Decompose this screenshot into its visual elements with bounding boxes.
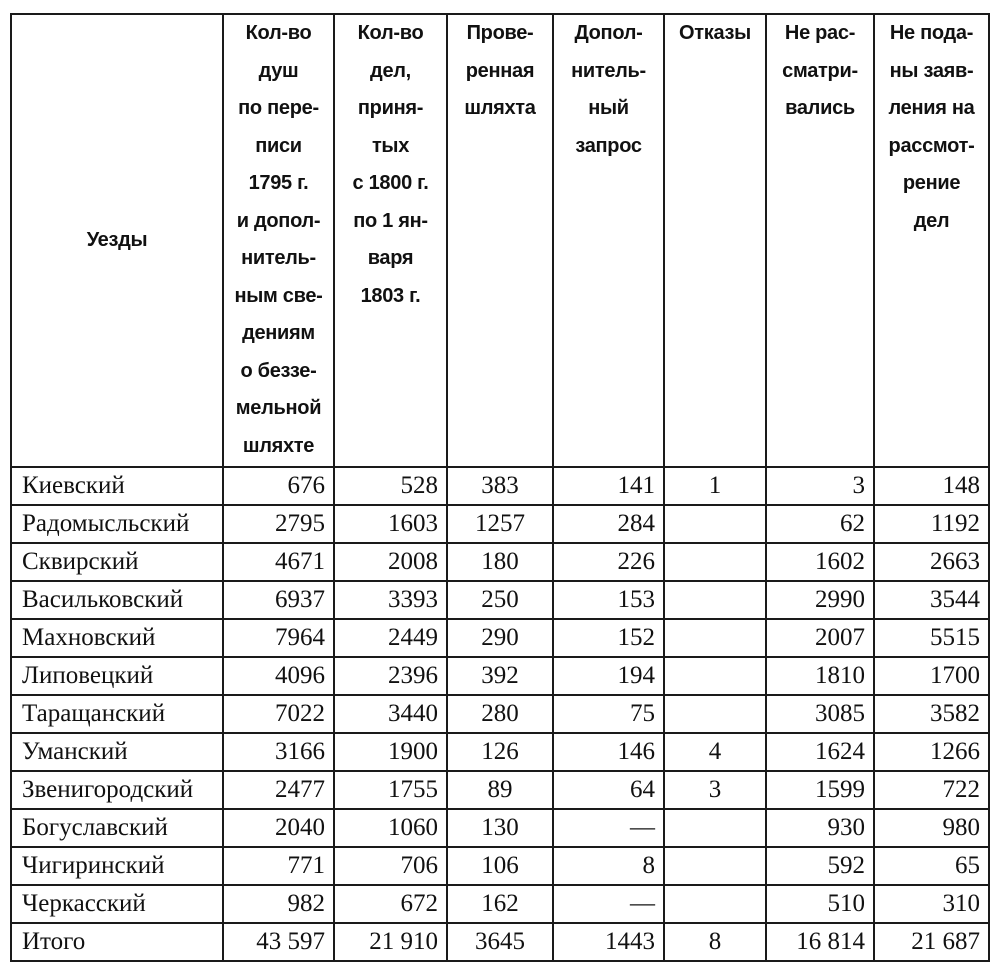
additional-request-cell: 194 — [553, 657, 664, 695]
uezd-name-cell: Итого — [11, 923, 223, 961]
header-line: ным све- — [234, 284, 323, 307]
uezd-name-cell: Чигиринский — [11, 847, 223, 885]
refusals-cell — [664, 619, 766, 657]
additional-request-cell: 1443 — [553, 923, 664, 961]
refusals-cell: 1 — [664, 467, 766, 505]
header-line: с 1800 г. — [352, 172, 429, 194]
additional-request-cell: 8 — [553, 847, 664, 885]
souls-count-cell: 4096 — [223, 657, 334, 695]
refusals-cell: 8 — [664, 923, 766, 961]
checked-gentry-cell: 130 — [447, 809, 553, 847]
souls-count-cell: 3166 — [223, 733, 334, 771]
header-souls-count — [223, 14, 334, 467]
not-submitted-cell: 980 — [874, 809, 989, 847]
checked-gentry-cell: 162 — [447, 885, 553, 923]
cases-accepted-cell: 1755 — [334, 771, 447, 809]
refusals-cell — [664, 543, 766, 581]
header-line: по 1 ян- — [353, 209, 428, 232]
souls-count-cell: 2040 — [223, 809, 334, 847]
not-submitted-cell: 148 — [874, 467, 989, 505]
not-submitted-cell: 21 687 — [874, 923, 989, 961]
checked-gentry-cell: 383 — [447, 467, 553, 505]
header-line: Отказы — [679, 22, 751, 44]
souls-count-cell: 2795 — [223, 505, 334, 543]
uezd-name-cell: Махновский — [11, 619, 223, 657]
uezd-statistics-table — [10, 13, 990, 962]
cases-accepted-cell: 3440 — [334, 695, 447, 733]
header-line: запрос — [575, 134, 642, 157]
not-reviewed-cell: 1624 — [766, 733, 874, 771]
header-line: дел, — [370, 59, 411, 82]
not-reviewed-cell: 592 — [766, 847, 874, 885]
table-row — [11, 847, 989, 885]
additional-request-cell: 284 — [553, 505, 664, 543]
total-row — [11, 923, 989, 961]
souls-count-cell: 7022 — [223, 695, 334, 733]
not-submitted-cell: 3544 — [874, 581, 989, 619]
header-line: Кол-во — [357, 22, 424, 44]
checked-gentry-cell: 89 — [447, 771, 553, 809]
refusals-cell — [664, 581, 766, 619]
additional-request-cell: 152 — [553, 619, 664, 657]
additional-request-cell: 75 — [553, 695, 664, 733]
header-line: шляхта — [464, 97, 536, 119]
header-line: 1803 г. — [360, 284, 421, 307]
table-row — [11, 619, 989, 657]
header-line: сматри- — [782, 59, 858, 82]
header-line: и допол- — [236, 209, 321, 232]
not-reviewed-cell: 3085 — [766, 695, 874, 733]
uezd-name-cell: Сквирский — [11, 543, 223, 581]
not-submitted-cell: 1192 — [874, 505, 989, 543]
table-row — [11, 771, 989, 809]
cases-accepted-cell: 21 910 — [334, 923, 447, 961]
not-reviewed-cell: 930 — [766, 809, 874, 847]
additional-request-cell: 141 — [553, 467, 664, 505]
additional-request-cell: — — [553, 809, 664, 847]
cases-accepted-cell: 528 — [334, 467, 447, 505]
cases-accepted-cell: 706 — [334, 847, 447, 885]
header-line: Допол- — [574, 22, 643, 44]
checked-gentry-cell: 280 — [447, 695, 553, 733]
table-row — [11, 733, 989, 771]
header-line: шляхте — [242, 434, 315, 457]
header-line: Прове- — [466, 22, 534, 44]
refusals-cell — [664, 847, 766, 885]
checked-gentry-cell: 180 — [447, 543, 553, 581]
header-line: ны заяв- — [889, 59, 974, 82]
not-reviewed-cell: 1599 — [766, 771, 874, 809]
table-row — [11, 581, 989, 619]
header-line: приня- — [357, 97, 424, 119]
header-line: ный — [588, 97, 629, 119]
checked-gentry-cell: 290 — [447, 619, 553, 657]
header-line: 1795 г. — [248, 172, 309, 194]
uezd-name-cell: Звенигородский — [11, 771, 223, 809]
header-line: рассмот- — [888, 134, 975, 157]
header-line: нитель- — [571, 59, 646, 82]
checked-gentry-cell: 1257 — [447, 505, 553, 543]
header-additional-request — [553, 14, 664, 467]
header-line: вались — [785, 97, 855, 119]
checked-gentry-cell: 250 — [447, 581, 553, 619]
not-reviewed-cell: 2007 — [766, 619, 874, 657]
not-submitted-cell: 65 — [874, 847, 989, 885]
header-line: дениям — [242, 322, 315, 344]
uezd-name-cell: Липовецкий — [11, 657, 223, 695]
uezd-name-cell: Уманский — [11, 733, 223, 771]
header-line: ления на — [888, 97, 975, 119]
header-line: нитель- — [241, 247, 316, 269]
souls-count-cell: 771 — [223, 847, 334, 885]
header-line: Не пода- — [889, 22, 974, 44]
uezd-name-cell: Богуславский — [11, 809, 223, 847]
table-row — [11, 543, 989, 581]
table-row — [11, 885, 989, 923]
cases-accepted-cell: 2008 — [334, 543, 447, 581]
souls-count-cell: 676 — [223, 467, 334, 505]
refusals-cell — [664, 657, 766, 695]
not-submitted-cell: 1700 — [874, 657, 989, 695]
table-row — [11, 657, 989, 695]
header-line: писи — [255, 134, 302, 157]
cases-accepted-cell: 2396 — [334, 657, 447, 695]
header-uezdy — [11, 14, 223, 467]
header-line: рение — [902, 172, 961, 194]
additional-request-cell: 153 — [553, 581, 664, 619]
cases-accepted-cell: 3393 — [334, 581, 447, 619]
header-line: Не рас- — [784, 22, 856, 44]
not-submitted-cell: 2663 — [874, 543, 989, 581]
not-submitted-cell: 3582 — [874, 695, 989, 733]
checked-gentry-cell: 3645 — [447, 923, 553, 961]
additional-request-cell: — — [553, 885, 664, 923]
header-line: мельной — [235, 397, 322, 419]
header-line: Кол-во — [245, 22, 312, 44]
not-submitted-cell: 722 — [874, 771, 989, 809]
not-reviewed-cell: 16 814 — [766, 923, 874, 961]
header-line: о беззе- — [240, 359, 317, 382]
checked-gentry-cell: 392 — [447, 657, 553, 695]
table-row — [11, 467, 989, 505]
refusals-cell: 4 — [664, 733, 766, 771]
souls-count-cell: 6937 — [223, 581, 334, 619]
table-row — [11, 505, 989, 543]
header-line: тых — [371, 134, 410, 157]
header-line: ренная — [465, 59, 535, 82]
refusals-cell — [664, 505, 766, 543]
header-line: по пере- — [238, 97, 319, 119]
table-row — [11, 809, 989, 847]
not-reviewed-cell: 2990 — [766, 581, 874, 619]
not-reviewed-cell: 1602 — [766, 543, 874, 581]
checked-gentry-cell: 126 — [447, 733, 553, 771]
souls-count-cell: 43 597 — [223, 923, 334, 961]
not-reviewed-cell: 62 — [766, 505, 874, 543]
not-submitted-cell: 1266 — [874, 733, 989, 771]
uezd-name-cell: Таращанский — [11, 695, 223, 733]
uezd-name-cell: Радомысльский — [11, 505, 223, 543]
uezd-name-cell: Васильковский — [11, 581, 223, 619]
not-reviewed-cell: 510 — [766, 885, 874, 923]
souls-count-cell: 4671 — [223, 543, 334, 581]
checked-gentry-cell: 106 — [447, 847, 553, 885]
refusals-cell — [664, 695, 766, 733]
souls-count-cell: 2477 — [223, 771, 334, 809]
additional-request-cell: 64 — [553, 771, 664, 809]
additional-request-cell: 226 — [553, 543, 664, 581]
not-submitted-cell: 5515 — [874, 619, 989, 657]
header-line: варя — [367, 247, 414, 269]
header-line: душ — [258, 59, 299, 82]
souls-count-cell: 982 — [223, 885, 334, 923]
table-row — [11, 695, 989, 733]
cases-accepted-cell: 2449 — [334, 619, 447, 657]
header-cases-accepted — [334, 14, 447, 467]
souls-count-cell: 7964 — [223, 619, 334, 657]
refusals-cell: 3 — [664, 771, 766, 809]
cases-accepted-cell: 672 — [334, 885, 447, 923]
header-line: Уезды — [86, 228, 148, 251]
cases-accepted-cell: 1900 — [334, 733, 447, 771]
header-checked-gentry — [447, 14, 553, 467]
header-refusals — [664, 14, 766, 467]
not-submitted-cell: 310 — [874, 885, 989, 923]
refusals-cell — [664, 885, 766, 923]
header-not-submitted — [874, 14, 989, 467]
cases-accepted-cell: 1603 — [334, 505, 447, 543]
uezd-name-cell: Киевский — [11, 467, 223, 505]
header-line: дел — [913, 209, 950, 232]
not-reviewed-cell: 1810 — [766, 657, 874, 695]
refusals-cell — [664, 809, 766, 847]
header-not-reviewed — [766, 14, 874, 467]
uezd-name-cell: Черкасский — [11, 885, 223, 923]
cases-accepted-cell: 1060 — [334, 809, 447, 847]
header-row — [11, 14, 989, 467]
not-reviewed-cell: 3 — [766, 467, 874, 505]
additional-request-cell: 146 — [553, 733, 664, 771]
